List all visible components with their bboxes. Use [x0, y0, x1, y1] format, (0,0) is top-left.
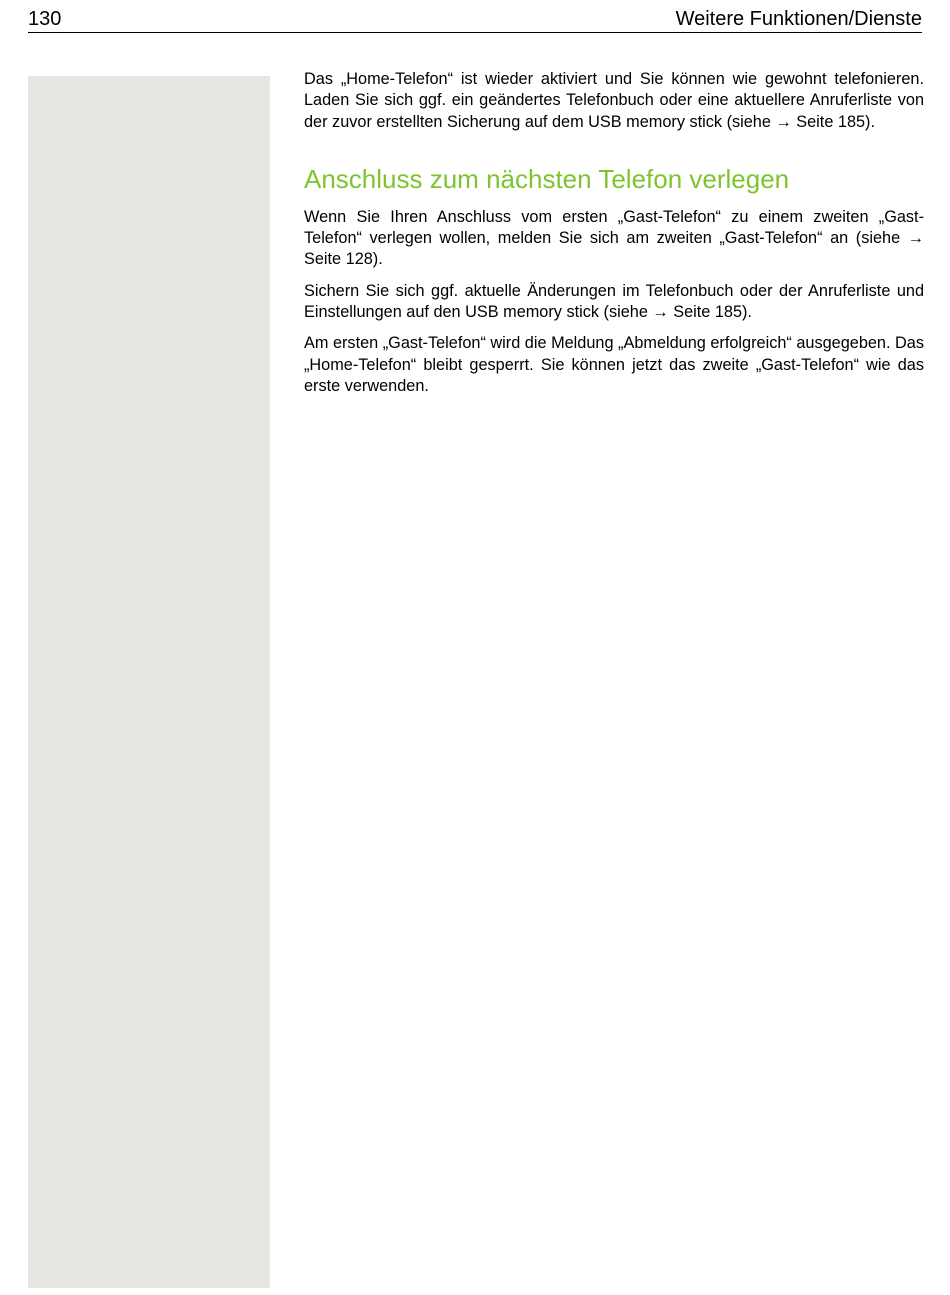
intro-text: Das „Home-Telefon“ ist wieder aktiviert und Sie können wie gewohnt telefonieren. Laden Sie sich ggf. ein geändertes Telefonbuch oder eine aktuellere Anruferliste von der zuvor erstellten Sicherung auf dem USB memory stick (siehe	[304, 70, 924, 131]
paragraph-3	[304, 333, 924, 397]
paragraph-2	[304, 281, 924, 324]
page-reference[interactable]: Seite 128).	[304, 250, 383, 269]
page-reference[interactable]: Seite 185).	[791, 112, 876, 131]
arrow-right-icon: →	[775, 112, 792, 131]
page-header	[28, 6, 922, 33]
paragraph-3-text: Am ersten „Gast-Telefon“ wird die Meldung „Abmeldung erfolgreich“ ausgegeben. Das „Home-Telefon“ bleibt gesperrt. Sie können jetzt das zweite „Gast-Telefon“ wie das erste verwenden.	[304, 334, 924, 395]
page-reference[interactable]: Seite 185).	[668, 303, 752, 322]
paragraph-2-text: Sichern Sie sich ggf. aktuelle Änderungen im Telefonbuch oder der Anruferliste und Einstellungen auf den USB memory stick (siehe	[304, 281, 924, 322]
intro-paragraph	[304, 69, 924, 133]
section-heading: Anschluss zum nächsten Telefon verlegen	[304, 163, 790, 194]
page-number: 130	[28, 8, 62, 30]
arrow-right-icon: →	[652, 303, 669, 322]
paragraph-1	[304, 207, 924, 271]
margin-sidebar	[28, 76, 270, 1288]
main-content	[304, 69, 924, 397]
arrow-right-icon: →	[907, 229, 924, 248]
paragraph-1-text: Wenn Sie Ihren Anschluss vom ersten „Gast-Telefon“ zu einem zweiten „Gast-Telefon“ verlegen wollen, melden Sie sich am zweiten „Gast-Telefon“ an (siehe	[304, 207, 924, 248]
running-title: Weitere Funktionen/Dienste	[675, 8, 922, 30]
